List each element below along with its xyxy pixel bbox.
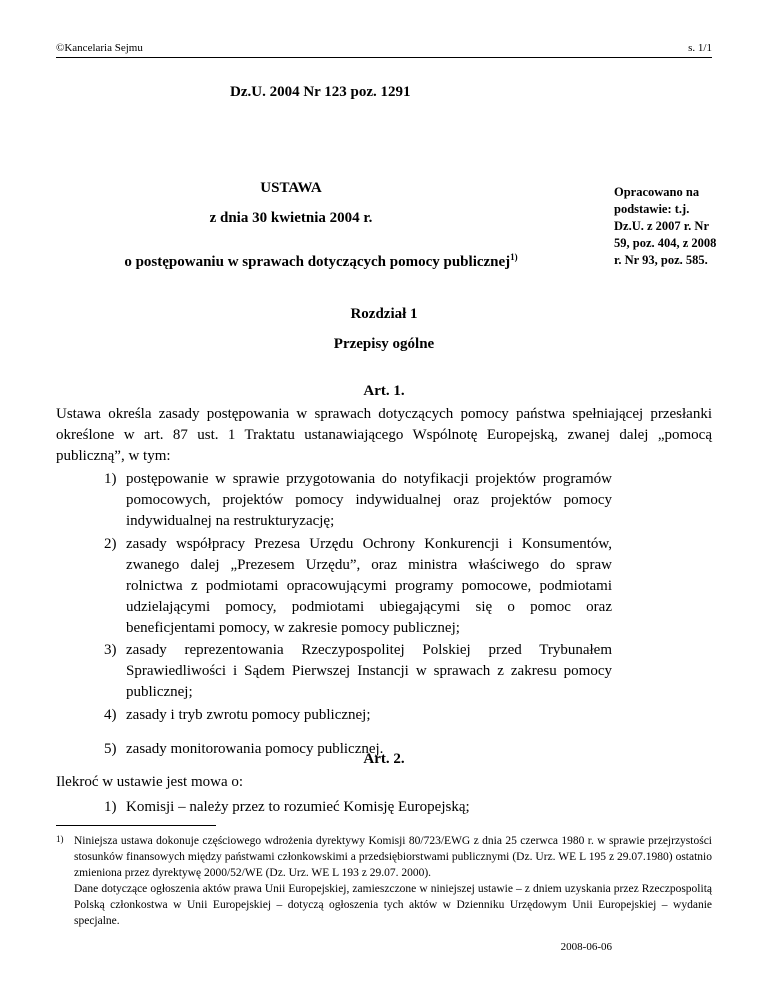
footnote-divider [56,825,216,826]
item-number: 1) [104,471,117,487]
side-note: Opracowano na podstawie: t.j. Dz.U. z 2007 r. Nr 59, poz. 404, z 2008 r. Nr 93, poz. 585. [614,185,717,267]
footnote-mark-text: 1) [56,834,64,844]
item-text: zasady monitorowania pomocy publicznej. [126,741,384,757]
article-1-intro: Ustawa określa zasady postępowania w sprawach dotyczących pomocy państwa spełniającej przesłanki określone w art. 87 ust. 1 Traktatu ustanawiającego Wspólnotę Europejską, zwanej dalej „pomocą publiczną”, w tym: [56,406,712,464]
item-number: 4) [104,707,117,723]
header-divider [56,57,712,58]
act-subject-text: o postępowaniu w sprawach dotyczących pomocy publicznej [124,254,511,270]
item-text: postępowanie w sprawie przygotowania do notyfikacji projektów programów pomocowych, projektów pomocy indywidualnej oraz projektów pomocy indywidualnej na restrukturyzację; [126,471,612,529]
article-1-item [104,534,612,639]
article-2-title: Art. 2. [363,751,405,767]
item-text: zasady współpracy Prezesa Urzędu Ochrony Konkurencji i Konsumentów, zwanego dalej „Prezesem Urzędu”, oraz ministra właściwego do spraw rolnictwa z podmiotami opracowującymi programy pomocowe, podmiotami udzielającymi pomocy, podmiotami ubiegającymi się o pomoc oraz beneficjentami pomocy, w zakresie pomocy publicznej; [126,536,612,636]
act-subject [56,254,586,271]
footnote-paragraph-1: Niniejsza ustawa dokonuje częściowego wdrożenia dyrektywy Komisji 80/723/EWG z dnia 25 czerwca 1980 r. w sprawie przejrzystości stosunków finansowych między państwami członkowskimi a przedsiębiorstwami publicznymi (Dz. Urz. WE L 195 z 29.07.1980) ostatnio zmieniona przez dyrektywę 2000/52/WE (Dz. Urz. WE L 193 z 29.07. 2000). [74,835,712,879]
item-number: 1) [104,799,117,815]
footnote-mark [56,833,64,849]
page-number: s. 1/1 [688,42,712,54]
act-type: USTAWA [260,180,322,196]
article-2-item [104,797,612,818]
footnote [74,833,712,929]
article-1-item [104,705,612,726]
date-stamp: 2008-06-06 [560,941,612,953]
header-publisher: ©Kancelaria Sejmu [56,42,143,54]
chapter-title: Rozdział 1 [350,306,418,322]
item-number: 3) [104,642,117,658]
item-text: Komisji – należy przez to rozumieć Komisję Europejską; [126,799,470,815]
chapter-subtitle: Przepisy ogólne [333,336,435,352]
article-2-intro: Ilekroć w ustawie jest mowa o: [56,774,244,790]
act-date: z dnia 30 kwietnia 2004 r. [209,210,373,226]
item-number: 2) [104,536,117,552]
article-1-item [104,469,612,532]
item-text: zasady reprezentowania Rzeczypospolitej Polskiej przed Trybunałem Sprawiedliwości i Sądem Pierwszej Instancji w sprawach z zakresu pomocy publicznej; [126,642,612,700]
item-text: zasady i tryb zwrotu pomocy publicznej; [126,707,371,723]
item-number: 5) [104,741,117,757]
article-1-item [104,640,612,703]
footnote-paragraph-2: Dane dotyczące ogłoszenia aktów prawa Unii Europejskiej, zamieszczone w niniejszej ustawie – z dniem uzyskania przez Rzeczpospolitą Polską członkostwa w Unii Europejskiej – dotyczą ogłoszenia tych aktów w Dzienniku Urzędowym Unii Europejskiej – wydanie specjalne. [74,883,712,927]
footnote-reference[interactable]: 1) [510,252,518,262]
article-1-title: Art. 1. [363,383,405,399]
journal-reference: Dz.U. 2004 Nr 123 poz. 1291 [230,84,411,100]
